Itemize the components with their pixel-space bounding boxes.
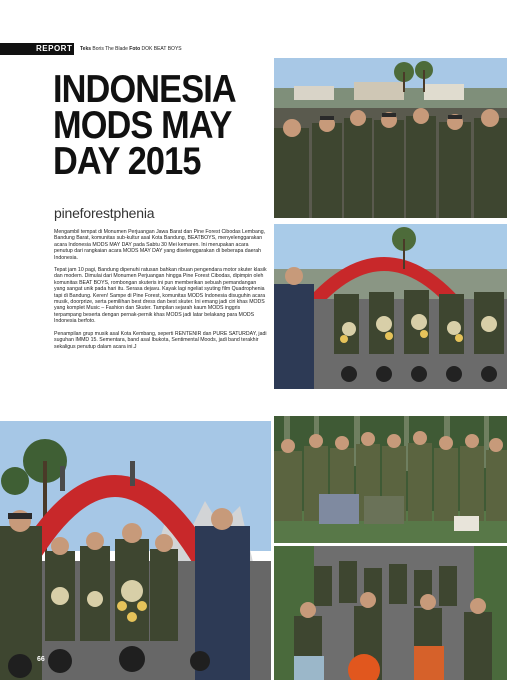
- text-label: Teks: [80, 46, 92, 52]
- paragraph-1: Mengambil tempat di Monumen Perjuangan Jawa Barat dan Pine Forest Cibodas Lembang, Bandung Barat, komunitas sub-kultur asal Kota Bandung, BEATBOYS, menyelenggarakan acara Indonesia MODS MAY DAY pada Sabtu 30 Mei kemaren. Ini merupakan acara penutup dari rangkaian acara MODS MAY DAY yang diselenggarakan di beberapa daerah Indonesia.: [54, 229, 266, 261]
- photo-forest-group: [274, 416, 507, 543]
- paragraph-2: Tepat jam 10 pagi, Bandung dipenuhi ratusan bahkan ribuan pengendara motor skuter klasik dan modern. Dimulai dari Monumen Perjuangan hingga Pine Forest Cibodas, dipimpin oleh komunitas BEAT BOYS, rombongan skuteris ini pun memberikan sebuah pemandangan yang sangat unik pada hari itu. Serasa dejavu. Kayak lagi ngeliat syuting film Quadrophenia tapi di Bandung. Keren! Sampe di Pine Forest, komunitas MODS Indonesia disuguhin acara musik, doorprize, serta pemilihan best dress dan best skuter. Ini emang jadi ciri khas MODS yang komplet Music – Fashion dan Skuter. Tampilan sejarah kaum MODS inggris terpampang beserta dengan pernak-pernik khas MODS jadi latar belakang para MODS Indonesia berfoto.: [54, 267, 267, 325]
- title-line-1: INDONESIA: [53, 68, 236, 111]
- photo-road-riders: [274, 546, 507, 680]
- photo-author: DOK BEAT BOYS: [141, 46, 182, 52]
- section-tag: REPORT: [0, 43, 74, 55]
- title-line-2: MODS MAY: [53, 104, 232, 147]
- page-number: 66: [37, 656, 45, 663]
- photo-label: Foto: [129, 46, 141, 52]
- paragraph-3: Penampilan grup musik asal Kota Kembang, seperti RENTENIR dan PURE SATURDAY, jadi suguhan IMMD 15. Sementara, band asal Ibukota, Sentimental Moods, jadi band terakhir sekaligus penutup dalam acara ini.J: [54, 330, 267, 350]
- title-line-3: DAY 2015: [53, 140, 201, 183]
- article-body: [54, 229, 268, 356]
- photo-crowd-top: [274, 58, 507, 218]
- article-subtitle: pineforestphenia: [54, 205, 155, 221]
- article-title: [53, 68, 242, 183]
- text-author: Boris The Blade: [92, 46, 128, 52]
- photo-arch-parade: [0, 421, 271, 680]
- photo-arch-scooters: [274, 224, 507, 389]
- credits: [80, 44, 182, 54]
- header-bar: [0, 43, 280, 55]
